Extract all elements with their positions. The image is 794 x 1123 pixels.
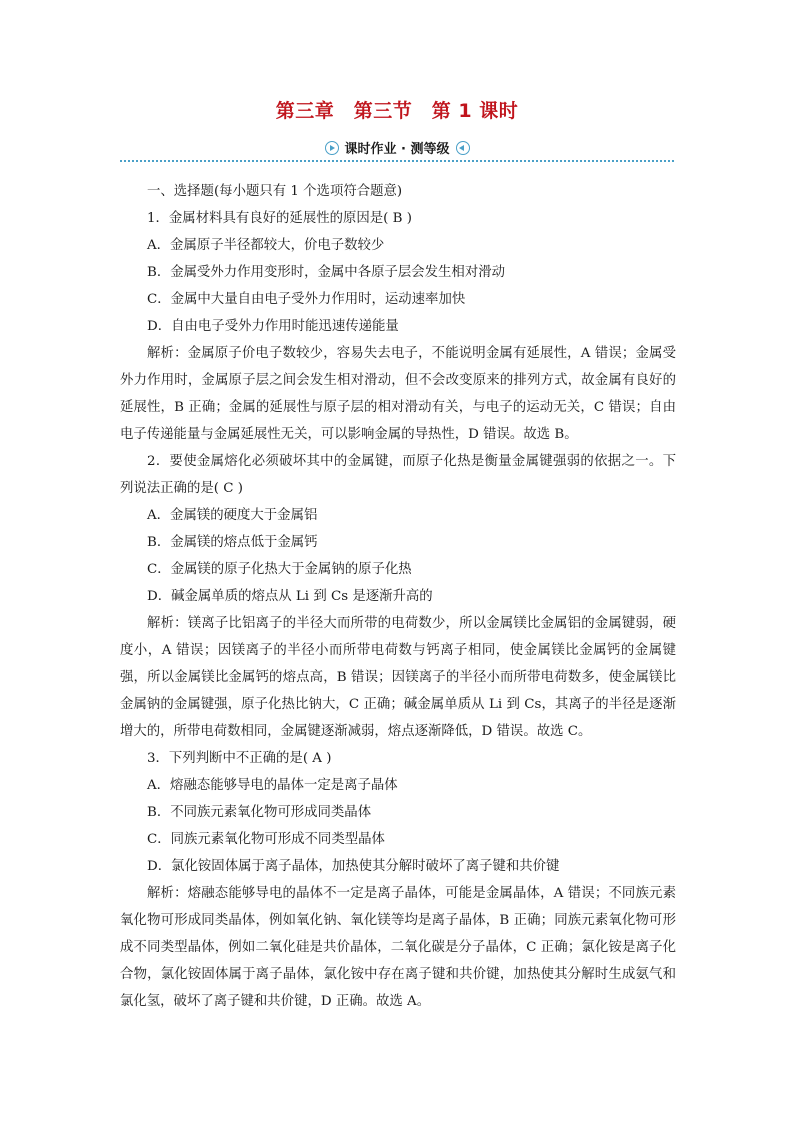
question-3-analysis: 解析：熔融态能够导电的晶体不一定是离子晶体，可能是金属晶体，A 错误；不同族元素氧化物可形成同类晶体，例如氧化钠、氧化镁等均是离子晶体，B 正确；同族元素氧化物可形成不同类型晶体，例如二氧化硅是共价晶体，二氧化碳是分子晶体，C 正确；氯化铵是离子化合物，氯化铵固体属于离子晶体，氯化铵中存在离子键和共价键，加热使其分解时生成氨气和氯化氢，破坏了离子键和共价键，D 正确。故选 A。 [120,886,676,1009]
question-1-stem: 1．金属材料具有良好的延展性的原因是( B ) [147,211,412,226]
arrow-left-icon [456,141,470,155]
section-banner [0,138,794,157]
question-2-analysis: 解析：镁离子比铝离子的半径大而所带的电荷数少，所以金属镁比金属铝的金属键弱，硬度小，A 错误；因镁离子的半径小而所带电荷数与钙离子相同，使金属镁比金属钙的金属键强，所以金属镁比金属钙的熔点高，B 错误；因镁离子的半径小而所带电荷数多，使金属镁比金属钠的金属键强，原子化热比钠大，C 正确；碱金属单质从 Li 到 Cs，其离子的半径是逐渐增大的，所带电荷数相同，金属键逐渐减弱，熔点逐渐降低，D 错误。故选 C。 [120,616,676,739]
arrow-right-icon [325,141,339,155]
question-3-option-a: A．熔融态能够导电的晶体一定是离子晶体 [147,778,398,793]
question-3-option-b: B．不同族元素氧化物可形成同类晶体 [147,805,372,820]
question-3-option-c: C．同族元素氧化物可形成不同类型晶体 [147,832,385,847]
page-title: 第三章 第三节 第 1 课时 [275,100,519,122]
question-3-stem: 3．下列判断中不正确的是( A ) [147,751,332,766]
question-2-option-a: A．金属镁的硬度大于金属铝 [147,508,318,523]
document-body [120,178,676,1015]
banner-divider [120,160,674,162]
question-2-stem: 2．要使金属熔化必须破坏其中的金属键，而原子化热是衡量金属键强弱的依据之一。下列说法正确的是( C ) [120,454,676,496]
question-2-option-c: C．金属镁的原子化热大于金属钠的原子化热 [147,562,412,577]
question-1-option-d: D．自由电子受外力作用时能迅速传递能量 [147,319,399,334]
question-1-analysis: 解析：金属原子价电子数较少，容易失去电子，不能说明金属有延展性，A 错误；金属受外力作用时，金属原子层之间会发生相对滑动，但不会改变原来的排列方式，故金属有良好的延展性，B 正确；金属的延展性与原子层的相对滑动有关，与电子的运动无关，C 错误；自由电子传递能量与金属延展性无关，可以影响金属的导热性，D 错误。故选 B。 [120,346,676,442]
question-1-option-a: A．金属原子半径都较大，价电子数较少 [147,238,385,253]
banner-label: 课时作业 · 测等级 [344,142,450,157]
section-heading: 一、选择题(每小题只有 1 个选项符合题意) [147,184,403,199]
question-2-option-b: B．金属镁的熔点低于金属钙 [147,535,318,550]
question-3-option-d: D．氯化铵固体属于离子晶体，加热使其分解时破坏了离子键和共价键 [147,859,560,874]
question-1-option-c: C．金属中大量自由电子受外力作用时，运动速率加快 [147,292,466,307]
question-2-option-d: D．碱金属单质的熔点从 Li 到 Cs 是逐渐升高的 [147,589,433,604]
banner-pill [319,138,476,157]
question-1-option-b: B．金属受外力作用变形时，金属中各原子层会发生相对滑动 [147,265,505,280]
